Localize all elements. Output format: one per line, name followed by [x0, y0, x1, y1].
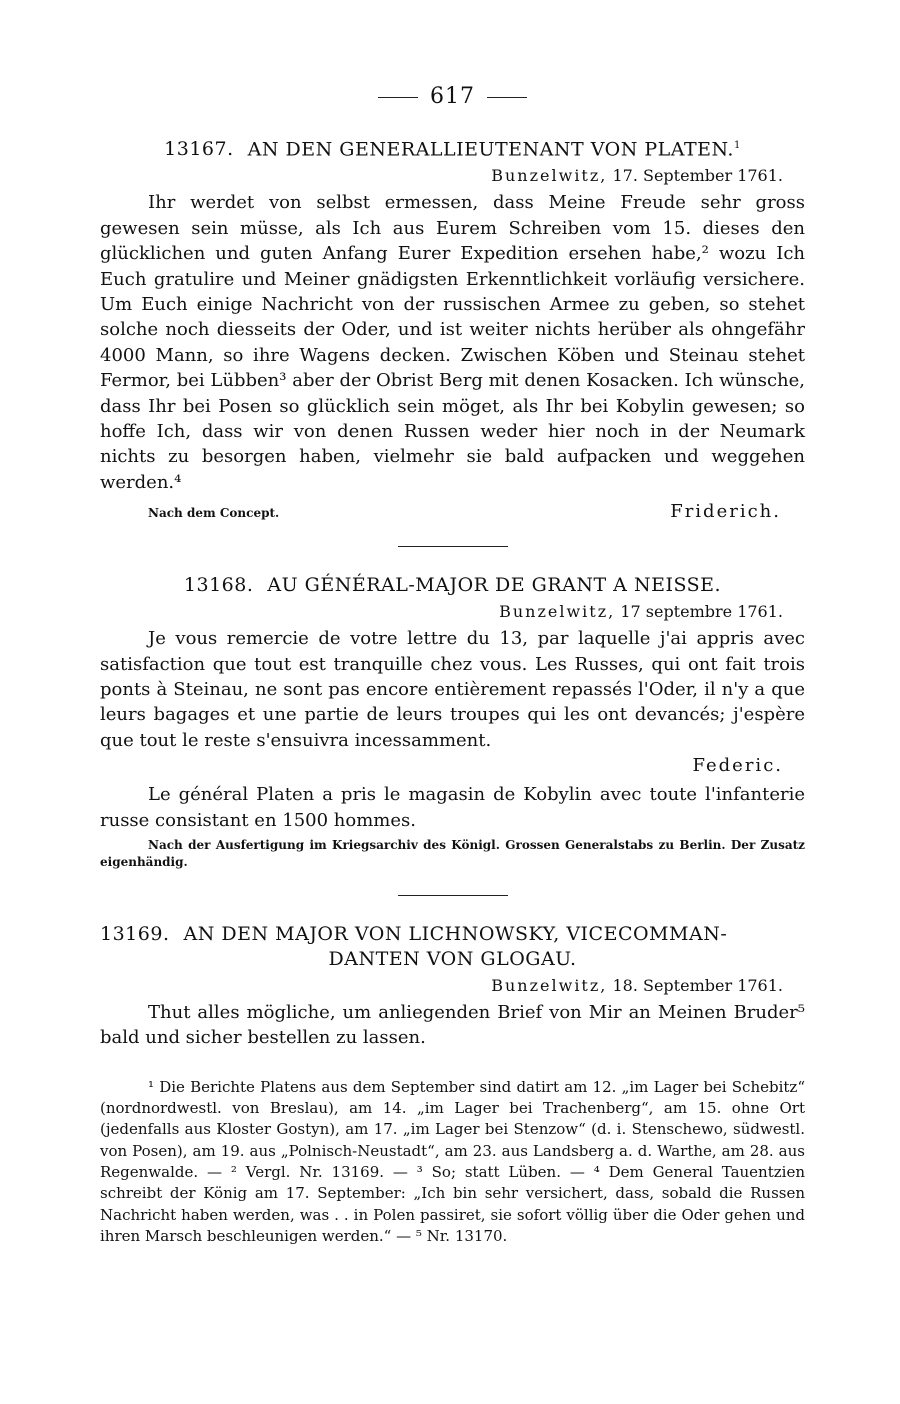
- source-note: Nach der Ausfertigung im Kriegsarchiv des Königl. Grossen Generalstabs zu Berlin. Der Zusatz eigenhändig.: [100, 838, 805, 870]
- footnotes: ¹ Die Berichte Platens aus dem September sind datirt am 12. „im Lager bei Schebitz“ (nordnordwestl. von Breslau), am 14. „im Lager bei Trachenberg“, am 15. ohne Ort (jedenfalls aus Kloster Gostyn), am 17. „im Lager bei Stenzow“ (d. i. Stenschewo, südwestl. von Posen), am 19. aus „Polnisch-Neustadt“, am 23. aus Landsberg a. d. Warthe, am 28. aus Regenwalde. — ² Vergl. Nr. 13169. — ³ So; statt Lüben. — ⁴ Dem General Tauentzien schreibt der König am 17. September: „Ich bin sehr versichert, dass, sobald die Russen Nachricht haben werden, was . . in Polen passiret, sie sofort völlig über die Oder gehen und ihren Marsch beschleunigen werden.“ — ⁵ Nr. 13170.: [100, 1077, 805, 1245]
- letter-title-line2: DANTEN VON GLOGAU.: [328, 948, 577, 971]
- date: 17 septembre 1761.: [620, 602, 783, 622]
- date: 17. September 1761.: [612, 166, 783, 186]
- rule-right: [487, 97, 527, 98]
- letter-title: AU GÉNÉRAL-MAJOR DE GRANT A NEISSE.: [267, 574, 722, 597]
- letter-body: Thut alles mögliche, um anliegenden Brief von Mir an Meinen Bruder⁵ bald und sicher bestellen zu lassen.: [100, 1002, 805, 1049]
- signature: Friderich.: [670, 501, 781, 523]
- section-divider: [398, 895, 508, 896]
- place: Bunzelwitz,: [499, 602, 616, 622]
- letter-title: AN DEN GENERALLIEUTENANT VON PLATEN.: [247, 138, 734, 161]
- footnote-marker: 1: [733, 140, 741, 151]
- letter-13167: [100, 133, 805, 522]
- letter-number: 13167.: [164, 138, 234, 161]
- section-divider: [398, 546, 508, 547]
- document-page: [100, 84, 805, 1247]
- letter-body: Ihr werdet von selbst ermessen, dass Meine Freude sehr gross gewesen sein müsse, als Ich aus Eurem Schreiben vom 15. dieses den glücklichen und guten Anfang Eurer Expedition ersehen habe,² wozu Ich Euch gratulire und Meiner gnädigsten Erkenntlichkeit vorläufig versichere. Um Euch einige Nachricht von der russischen Armee zu geben, so stehet solche noch diesseits der Oder, und ist weiter nichts herüber als ohngefähr 4000 Mann, so ihre Wagens decken. Zwischen Köben und Steinau stehet Fermor, bei Lübben³ aber der Obrist Berg mit denen Kosacken. Ich wünsche, dass Ihr bei Posen so glücklich sein möget, als Ihr bei Kobylin gewesen; so hoffe Ich, dass wir von denen Russen weder hier noch in der Neumark nichts zu besorgen haben, vielmehr sie bald aufpacken und weggehen werden.⁴: [100, 192, 805, 493]
- letter-title-line1: AN DEN MAJOR VON LICHNOWSKY, VICECOMMAN-: [183, 923, 728, 946]
- signature-row: [100, 501, 805, 522]
- letter-heading: [100, 573, 805, 598]
- letter-heading: [100, 922, 805, 972]
- place-date: [100, 976, 783, 996]
- page-number: 617: [430, 84, 475, 109]
- place: Bunzelwitz,: [491, 976, 608, 996]
- page-number-line: [100, 84, 805, 109]
- letter-heading: [100, 133, 805, 162]
- letter-number: 13169.: [100, 923, 170, 946]
- place: Bunzelwitz,: [491, 166, 608, 186]
- letter-number: 13168.: [183, 574, 254, 597]
- date: 18. September 1761.: [612, 976, 783, 996]
- postscript: Le général Platen a pris le magasin de Kobylin avec toute l'infanterie russe consistant en 1500 hommes.: [100, 784, 805, 831]
- letter-13169: [100, 922, 805, 1051]
- rule-left: [378, 97, 418, 98]
- place-date: [100, 602, 783, 622]
- source-note: Nach dem Concept.: [148, 506, 280, 521]
- signature: Federic.: [692, 755, 783, 777]
- letter-13168: [100, 573, 805, 871]
- place-date: [100, 166, 783, 186]
- letter-body: Je vous remercie de votre lettre du 13, par laquelle j'ai appris avec satisfaction que tout est tranquille chez vous. Les Russes, qui ont fait trois ponts à Steinau, ne sont pas encore entièrement repassés l'Oder, il n'y a que leurs bagages et une partie de leurs troupes qui les ont devancés; j'espère que tout le reste s'ensuivra incessamment.: [100, 628, 805, 751]
